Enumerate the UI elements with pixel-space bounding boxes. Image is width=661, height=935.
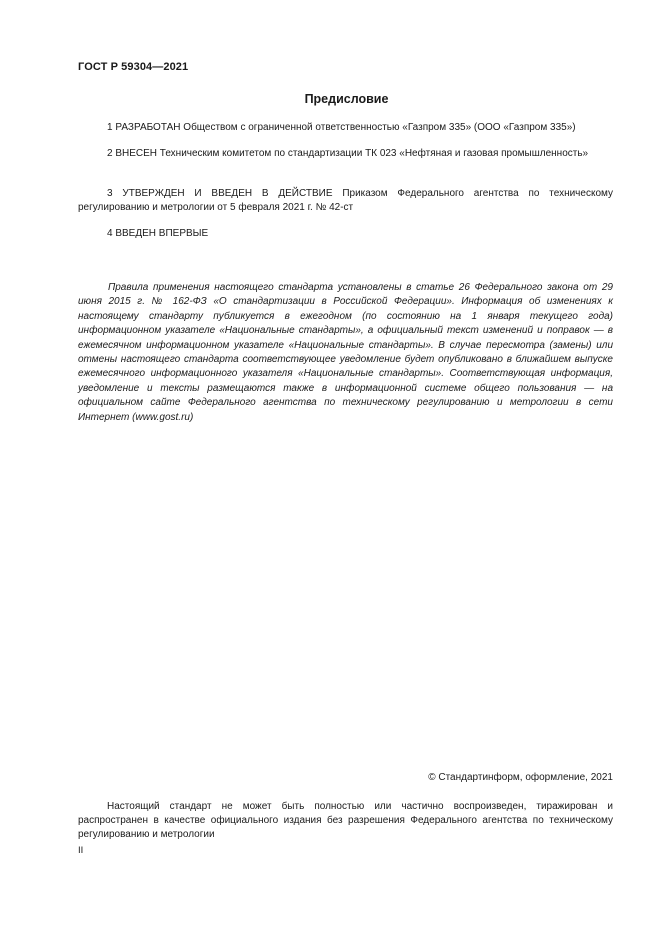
document-code: ГОСТ Р 59304—2021: [78, 61, 189, 73]
preface-item-4-text: 4 ВВЕДЕН ВПЕРВЫЕ: [107, 228, 209, 239]
notice-text: Правила применения настоящего стандарта установлены в статье 26 Федерального закона от 29 июня 2015 г. № 162-ФЗ «О стандартизации в Российской Федерации». Информация об изменениях к настоящему стандарту публикуется в ежегодном (по состоянию на 1 января текущего года) информационном указателе «Национальные стандарты», а официальный текст изменений и поправок — в ежемесячном информационном указателе «Национальные стандарты». В случае пересмотра (замены) или отмены настоящего стандарта соответствующее уведомление будет опубликовано в ближайшем выпуске ежемесячного информационного указателя «Национальные стандарты». Соответствующая информация, уведомление и тексты размещаются также в информационной системе общего пользования — на официальном сайте Федерального агентства по техническому регулированию и метрологии в сети Интернет (www.gost.ru): [78, 282, 613, 423]
reproduction-text: Настоящий стандарт не может быть полностью или частично воспроизведен, тиражирован и распространен в качестве официального издания без разрешения Федерального агентства по техническому регулированию и метрологии: [78, 801, 613, 840]
preface-item-3-text: 3 УТВЕРЖДЕН И ВВЕДЕН В ДЕЙСТВИЕ Приказом Федерального агентства по техническому регулированию и метрологии от 5 февраля 2021 г. № 42-ст: [78, 188, 613, 213]
preface-title: Предисловие: [304, 92, 389, 106]
preface-item-1: [78, 121, 613, 135]
reproduction-notice: [78, 800, 613, 842]
copyright-line: © Стандартинформ, оформление, 2021: [428, 772, 613, 783]
page-number: II: [78, 845, 84, 856]
preface-item-2: [78, 147, 613, 161]
preface-item-3: [78, 187, 613, 215]
preface-item-4: [78, 227, 613, 241]
preface-item-2-text: 2 ВНЕСЕН Техническим комитетом по стандартизации ТК 023 «Нефтяная и газовая промышленность»: [107, 148, 589, 159]
standard-application-notice: [78, 281, 613, 425]
preface-item-1-text: 1 РАЗРАБОТАН Обществом с ограниченной ответственностью «Газпром 335» (ООО «Газпром 335»): [107, 122, 576, 133]
